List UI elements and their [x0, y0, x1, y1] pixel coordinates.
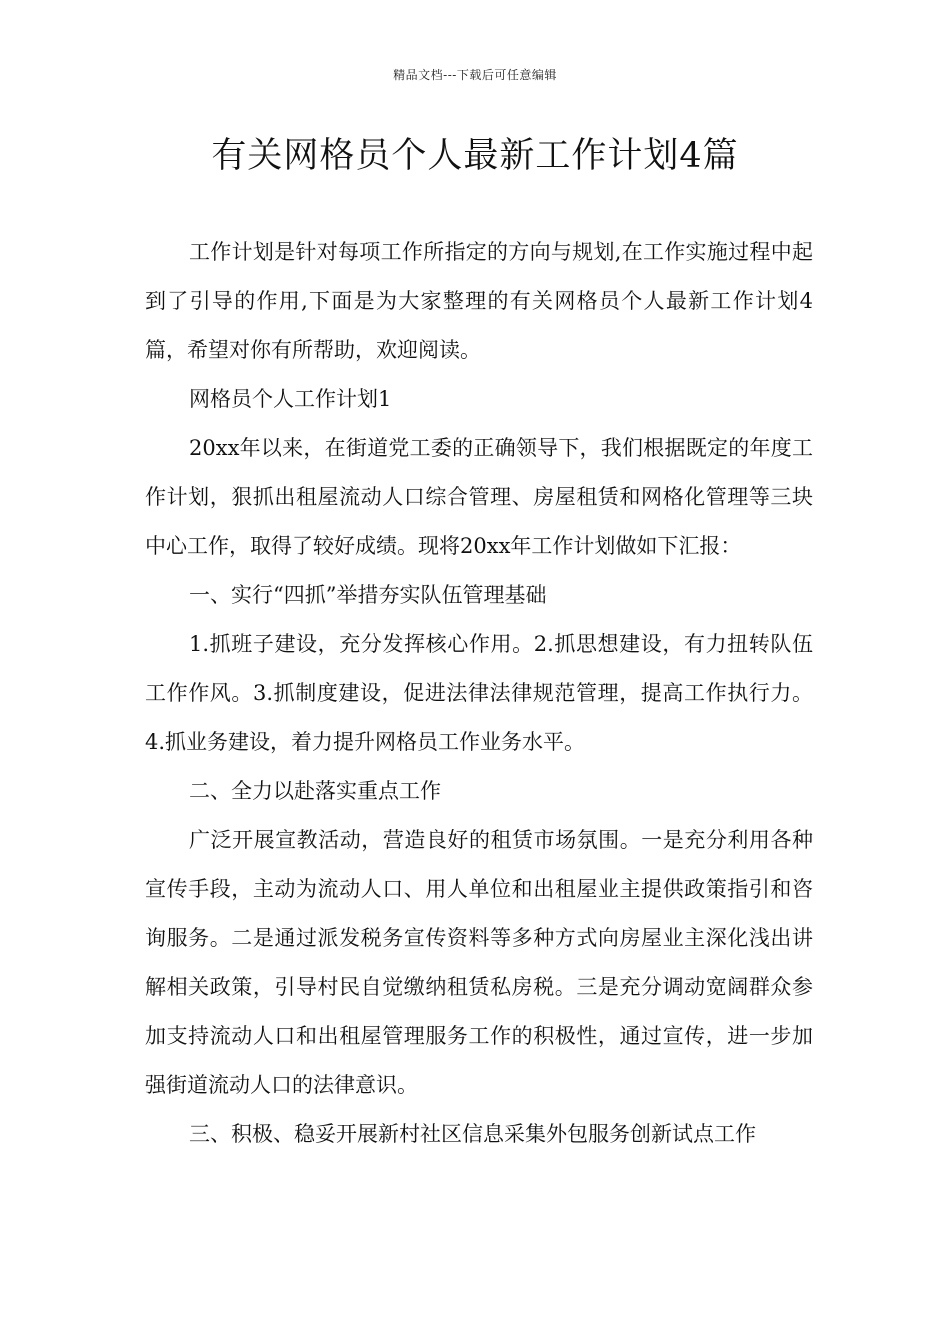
body-paragraph: 20xx年以来，在街道党工委的正确领导下，我们根据既定的年度工作计划，狠抓出租屋流动人口综合管理、房屋租赁和网格化管理等三块中心工作，取得了较好成绩。现将20xx年工作计划做如下汇报： — [145, 436, 813, 558]
section-heading-two: 二、全力以赴落实重点工作 — [189, 779, 441, 803]
body-paragraph: 1.抓班子建设，充分发挥核心作用。2.抓思想建设，有力扭转队伍工作作风。3.抓制度建设，促进法律法律规范管理，提高工作执行力。4.抓业务建设，着力提升网格员工作业务水平。 — [145, 632, 813, 754]
section-heading-three: 三、积极、稳妥开展新村社区信息采集外包服务创新试点工作 — [189, 1122, 756, 1146]
section-heading-plan-1: 网格员个人工作计划1 — [189, 387, 392, 411]
intro-paragraph: 工作计划是针对每项工作所指定的方向与规划,在工作实施过程中起到了引导的作用,下面是为大家整理的有关网格员个人最新工作计划4篇，希望对你有所帮助，欢迎阅读。 — [145, 240, 813, 362]
section-heading-one: 一、实行“四抓”举措夯实队伍管理基础 — [189, 583, 547, 607]
page-title: 有关网格员个人最新工作计划4篇 — [211, 136, 739, 176]
document-body — [145, 228, 813, 1159]
header-note: 精品文档---下载后可任意编辑 — [393, 68, 557, 82]
body-paragraph: 广泛开展宣教活动，营造良好的租赁市场氛围。一是充分利用各种宣传手段，主动为流动人口、用人单位和出租屋业主提供政策指引和咨询服务。二是通过派发税务宣传资料等多种方式向房屋业主深化浅出讲解相关政策，引导村民自觉缴纳租赁私房税。三是充分调动宽阔群众参加支持流动人口和出租屋管理服务工作的积极性，通过宣传，进一步加强街道流动人口的法律意识。 — [145, 828, 813, 1097]
